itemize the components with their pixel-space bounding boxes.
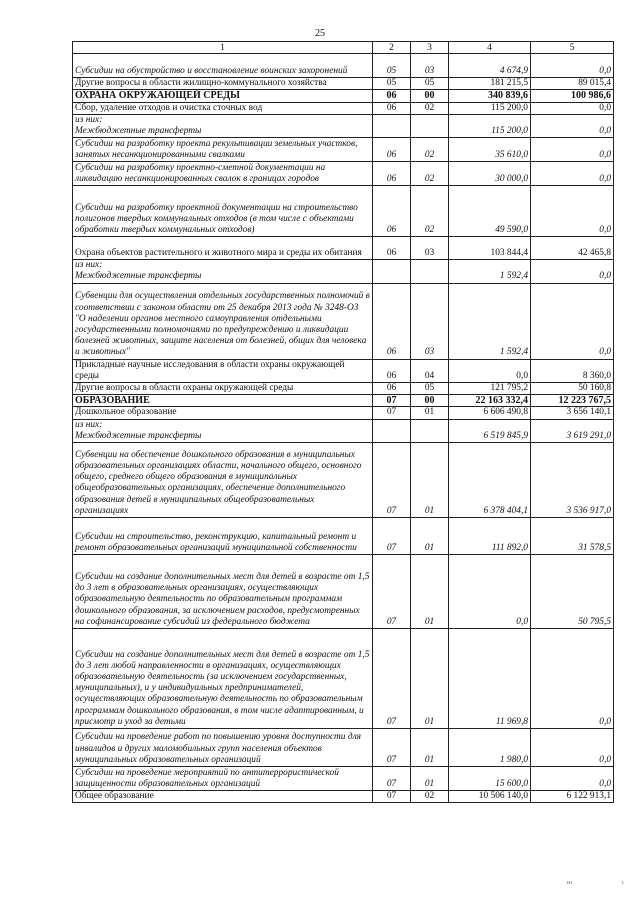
row-subsection-code — [411, 419, 449, 442]
table-row — [73, 383, 614, 395]
table-row — [73, 102, 614, 114]
row-subsection-code: 01 — [411, 555, 449, 629]
row-value-col5: 0,0 — [531, 102, 614, 114]
row-value-col4: 49 590,0 — [449, 186, 531, 237]
row-name: Дошкольное образование — [73, 407, 373, 419]
row-section-code: 06 — [373, 237, 411, 260]
row-subsection-code: 03 — [411, 54, 449, 78]
row-value-col5: 0,0 — [531, 767, 614, 791]
row-value-col5: 100 986,6 — [531, 90, 614, 102]
footer-mark-2: ı — [622, 880, 624, 886]
row-value-col4: 1 592,4 — [449, 260, 531, 283]
row-value-col5: 12 223 767,5 — [531, 395, 614, 407]
table-row — [73, 555, 614, 629]
row-value-col4: 340 839,6 — [449, 90, 531, 102]
row-name: Субвенции для осуществления отдельных государственных полномочий в соответствии с законом области от 25 декабря 2013 года № 3248-ОЗ "О наделении органов местного самоуправления отдельными государственными полномочиями по предупреждению и ликвидации болезней животных, защите населения от болезней, общих для человека и животных" — [73, 283, 373, 359]
table-row — [73, 283, 614, 359]
row-name: Сбор, удаление отходов и очистка сточных вод — [73, 102, 373, 114]
row-value-col5: 0,0 — [531, 260, 614, 283]
section-row — [73, 395, 614, 407]
row-subsection-code: 00 — [411, 90, 449, 102]
row-subsection-code: 02 — [411, 162, 449, 186]
table-row — [73, 419, 614, 442]
header-cell-3: 3 — [411, 42, 449, 54]
row-subsection-code: 01 — [411, 443, 449, 518]
row-value-col4: 30 000,0 — [449, 162, 531, 186]
row-section-code: 05 — [373, 54, 411, 78]
row-name: Субсидии на проведение мероприятий по антитеррористической защищенности образовательных организаций — [73, 767, 373, 791]
row-value-col4: 1 980,0 — [449, 729, 531, 767]
header-cell-4: 4 — [449, 42, 531, 54]
row-subsection-code: 05 — [411, 383, 449, 395]
row-section-code: 06 — [373, 102, 411, 114]
row-value-col5: 6 122 913,1 — [531, 791, 614, 803]
row-section-code: 05 — [373, 78, 411, 90]
row-value-col5: 3 536 917,0 — [531, 443, 614, 518]
row-value-col4: 35 610,0 — [449, 138, 531, 162]
table-header-row — [73, 42, 614, 54]
table-row — [73, 791, 614, 803]
header-cell-1: 1 — [73, 42, 373, 54]
header-cell-2: 2 — [373, 42, 411, 54]
table-row — [73, 162, 614, 186]
row-name: ОХРАНА ОКРУЖАЮЩЕЙ СРЕДЫ — [73, 90, 373, 102]
row-subsection-code: 02 — [411, 138, 449, 162]
row-subsection-code: 03 — [411, 237, 449, 260]
row-name: из них: Межбюджетные трансферты — [73, 419, 373, 442]
table-row — [73, 260, 614, 283]
row-value-col4: 11 969,8 — [449, 629, 531, 729]
table-row — [73, 629, 614, 729]
row-value-col4: 15 600,0 — [449, 767, 531, 791]
row-value-col5: 0,0 — [531, 162, 614, 186]
row-subsection-code: 02 — [411, 102, 449, 114]
page-number: 25 — [315, 28, 325, 39]
row-section-code: 06 — [373, 90, 411, 102]
row-name: Субсидии на разработку проекта рекультивации земельных участков, занятых несанкционированными свалками — [73, 138, 373, 162]
row-section-code — [373, 419, 411, 442]
row-value-col4: 4 674,9 — [449, 54, 531, 78]
row-subsection-code: 05 — [411, 78, 449, 90]
row-value-col5: 31 578,5 — [531, 518, 614, 555]
row-value-col4: 181 215,5 — [449, 78, 531, 90]
row-value-col4: 111 892,0 — [449, 518, 531, 555]
row-name: Прикладные научные исследования в области охраны окружающей среды — [73, 359, 373, 382]
budget-table — [72, 41, 614, 803]
row-value-col5: 42 465,8 — [531, 237, 614, 260]
row-value-col5: 0,0 — [531, 729, 614, 767]
row-value-col4: 0,0 — [449, 555, 531, 629]
row-name: Общее образование — [73, 791, 373, 803]
row-section-code: 07 — [373, 443, 411, 518]
row-name: ОБРАЗОВАНИЕ — [73, 395, 373, 407]
row-section-code: 07 — [373, 407, 411, 419]
row-value-col5: 50 795,5 — [531, 555, 614, 629]
row-section-code: 06 — [373, 383, 411, 395]
row-value-col5: 0,0 — [531, 629, 614, 729]
row-value-col4: 121 795,2 — [449, 383, 531, 395]
header-cell-5: 5 — [531, 42, 614, 54]
row-name: Субсидии на разработку проектно-сметной документации на ликвидацию несанкционированных свалок в границах городов — [73, 162, 373, 186]
row-value-col5: 89 015,4 — [531, 78, 614, 90]
row-value-col5: 0,0 — [531, 138, 614, 162]
row-section-code: 07 — [373, 729, 411, 767]
row-section-code: 07 — [373, 767, 411, 791]
table-row — [73, 407, 614, 419]
row-name: из них: Межбюджетные трансферты — [73, 114, 373, 137]
row-value-col5: 50 160,8 — [531, 383, 614, 395]
row-subsection-code: 01 — [411, 407, 449, 419]
row-subsection-code: 02 — [411, 791, 449, 803]
row-value-col4: 6 519 845,9 — [449, 419, 531, 442]
row-value-col4: 10 506 140,0 — [449, 791, 531, 803]
row-subsection-code: 01 — [411, 629, 449, 729]
row-section-code: 06 — [373, 162, 411, 186]
table-row — [73, 78, 614, 90]
row-name: Охрана объектов растительного и животного мира и среды их обитания — [73, 237, 373, 260]
table-row — [73, 237, 614, 260]
row-name: Субсидии на создание дополнительных мест для детей в возрасте от 1,5 до 3 лет в образовательных организациях, осуществляющих образовательную деятельность по образовательным программам дошкольного образования, за исключением расходов, предусмотренных на софинансирование субсидий из федерального бюджета — [73, 555, 373, 629]
section-row — [73, 90, 614, 102]
table-row — [73, 729, 614, 767]
row-name: Субсидии на создание дополнительных мест для детей в возрасте от 1,5 до 3 лет любой направленности в организациях, осуществляющих образовательную деятельность (за исключением государственных, муниципальных), и у индивидуальных предпринимателей, осуществляющих образовательную деятельность по образовательным программам дошкольного образования, в том числе адаптированным, и присмотр и уход за детьми — [73, 629, 373, 729]
row-name: из них: Межбюджетные трансферты — [73, 260, 373, 283]
row-name: Субсидии на разработку проектной документации на строительство полигонов твердых коммунальных отходов (в том числе с объектами обработки твердых коммунальных отходов) — [73, 186, 373, 237]
row-section-code: 07 — [373, 791, 411, 803]
row-value-col4: 6 378 404,1 — [449, 443, 531, 518]
table-row — [73, 54, 614, 78]
row-subsection-code: 02 — [411, 186, 449, 237]
row-name: Другие вопросы в области жилищно-коммунального хозяйства — [73, 78, 373, 90]
row-name: Субсидии на обустройство и восстановление воинских захоронений — [73, 54, 373, 78]
table-row — [73, 518, 614, 555]
row-value-col4: 103 844,4 — [449, 237, 531, 260]
row-section-code: 06 — [373, 359, 411, 382]
row-subsection-code: 00 — [411, 395, 449, 407]
row-value-col4: 22 163 332,4 — [449, 395, 531, 407]
row-subsection-code: 03 — [411, 283, 449, 359]
row-value-col4: 115 200,0 — [449, 114, 531, 137]
row-subsection-code: 01 — [411, 767, 449, 791]
row-section-code — [373, 260, 411, 283]
row-section-code: 07 — [373, 395, 411, 407]
row-section-code: 06 — [373, 283, 411, 359]
row-value-col5: 3 619 291,0 — [531, 419, 614, 442]
row-subsection-code: 04 — [411, 359, 449, 382]
table-row — [73, 138, 614, 162]
row-name: Другие вопросы в области охраны окружающей среды — [73, 383, 373, 395]
row-value-col4: 1 592,4 — [449, 283, 531, 359]
table-row — [73, 767, 614, 791]
row-value-col4: 0,0 — [449, 359, 531, 382]
row-name: Субвенции на обеспечение дошкольного образования в муниципальных образовательных организациях области, начального общего, основного общего, среднего общего образования в муниципальных общеобразовательных организациях, обеспечение дополнительного образования детей в муниципальных общеобразовательных организациях — [73, 443, 373, 518]
row-section-code: 06 — [373, 186, 411, 237]
row-value-col5: 3 656 140,1 — [531, 407, 614, 419]
row-section-code — [373, 114, 411, 137]
row-name: Субсидии на строительство, реконструкцию, капитальный ремонт и ремонт образовательных организаций муниципальной собственности — [73, 518, 373, 555]
row-value-col5: 0,0 — [531, 54, 614, 78]
row-subsection-code — [411, 260, 449, 283]
table-row — [73, 443, 614, 518]
row-section-code: 07 — [373, 518, 411, 555]
table-row — [73, 186, 614, 237]
table-row — [73, 114, 614, 137]
row-section-code: 07 — [373, 555, 411, 629]
row-subsection-code: 01 — [411, 518, 449, 555]
row-value-col5: 8 360,0 — [531, 359, 614, 382]
row-section-code: 06 — [373, 138, 411, 162]
row-subsection-code — [411, 114, 449, 137]
row-name: Субсидии на проведение работ по повышению уровня доступности для инвалидов и других маломобильных групп населения объектов муниципальных образовательных организаций — [73, 729, 373, 767]
footer-mark-1: ııı — [567, 880, 573, 886]
row-value-col5: 0,0 — [531, 114, 614, 137]
row-value-col4: 115 200,0 — [449, 102, 531, 114]
row-value-col5: 0,0 — [531, 283, 614, 359]
row-value-col5: 0,0 — [531, 186, 614, 237]
row-section-code: 07 — [373, 629, 411, 729]
table-row — [73, 359, 614, 382]
row-subsection-code: 01 — [411, 729, 449, 767]
row-value-col4: 6 606 490,8 — [449, 407, 531, 419]
